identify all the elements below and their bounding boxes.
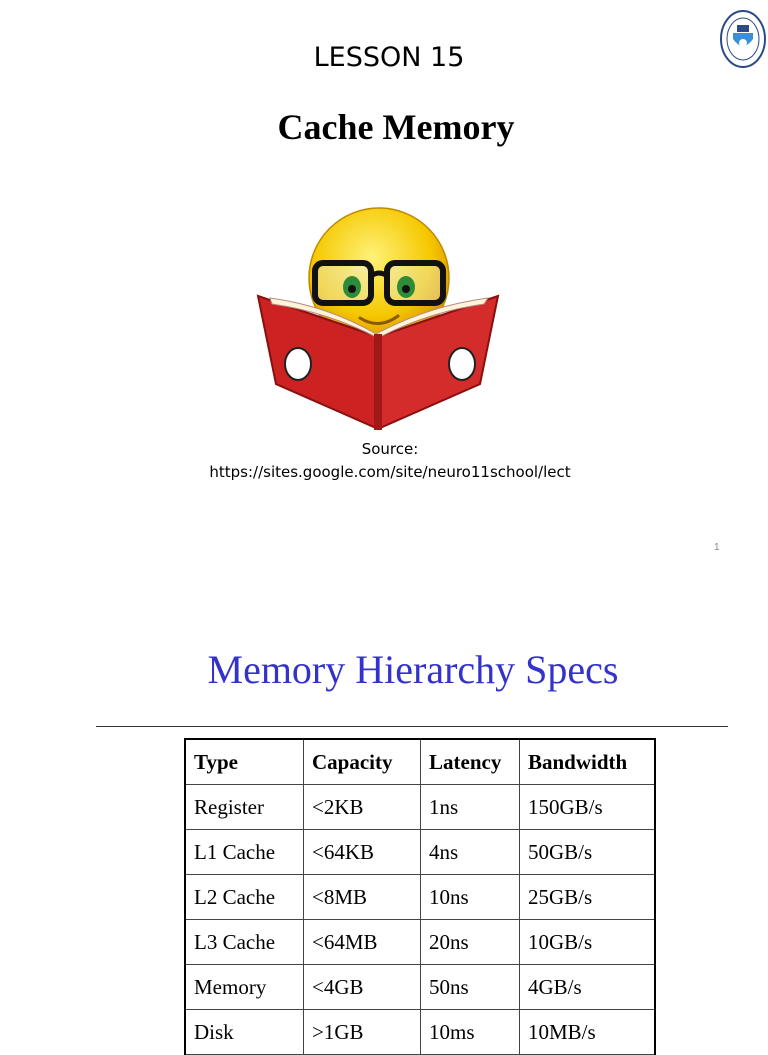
table-cell: 4ns [421, 830, 520, 875]
table-cell: <4GB [304, 965, 421, 1010]
table-cell: 10ms [421, 1010, 520, 1055]
header-cell: Capacity [304, 739, 421, 785]
title-divider [96, 726, 728, 727]
header-cell: Type [185, 739, 304, 785]
table-cell: 10MB/s [520, 1010, 656, 1055]
lesson-number: LESSON 15 [313, 42, 465, 73]
table-cell: Memory [185, 965, 304, 1010]
table-header-row [185, 739, 655, 785]
slide-title: Cache Memory [277, 107, 515, 147]
table-cell: Disk [185, 1010, 304, 1055]
table-cell: <64KB [304, 830, 421, 875]
table-cell: 1ns [421, 785, 520, 830]
table-cell: 10GB/s [520, 920, 656, 965]
table-cell: 150GB/s [520, 785, 656, 830]
header-cell: Bandwidth [520, 739, 656, 785]
table-cell: 10ns [421, 875, 520, 920]
table-cell: 50GB/s [520, 830, 656, 875]
table-cell: 20ns [421, 920, 520, 965]
slide-2 [0, 580, 768, 1044]
table-cell: <8MB [304, 875, 421, 920]
memory-specs-table [184, 738, 656, 1055]
page-number: 1 [714, 542, 720, 553]
table-cell: <2KB [304, 785, 421, 830]
table-cell: L1 Cache [185, 830, 304, 875]
table-cell: 25GB/s [520, 875, 656, 920]
table-row [185, 830, 655, 875]
slide-title: Memory Hierarchy Specs [207, 647, 619, 692]
header-cell: Latency [421, 739, 520, 785]
table-cell: <64MB [304, 920, 421, 965]
table-cell: L3 Cache [185, 920, 304, 965]
table-row [185, 920, 655, 965]
table-cell: Register [185, 785, 304, 830]
table-cell: 4GB/s [520, 965, 656, 1010]
reading-smiley-illustration [248, 188, 508, 440]
table-row [185, 965, 655, 1010]
source-label: Source: [361, 440, 419, 458]
table-cell: L2 Cache [185, 875, 304, 920]
table-row [185, 875, 655, 920]
source-url: https://sites.google.com/site/neuro11school/lect [209, 463, 571, 481]
table-cell: >1GB [304, 1010, 421, 1055]
table-row [185, 785, 655, 830]
table-cell: 50ns [421, 965, 520, 1010]
table-row [185, 1010, 655, 1055]
